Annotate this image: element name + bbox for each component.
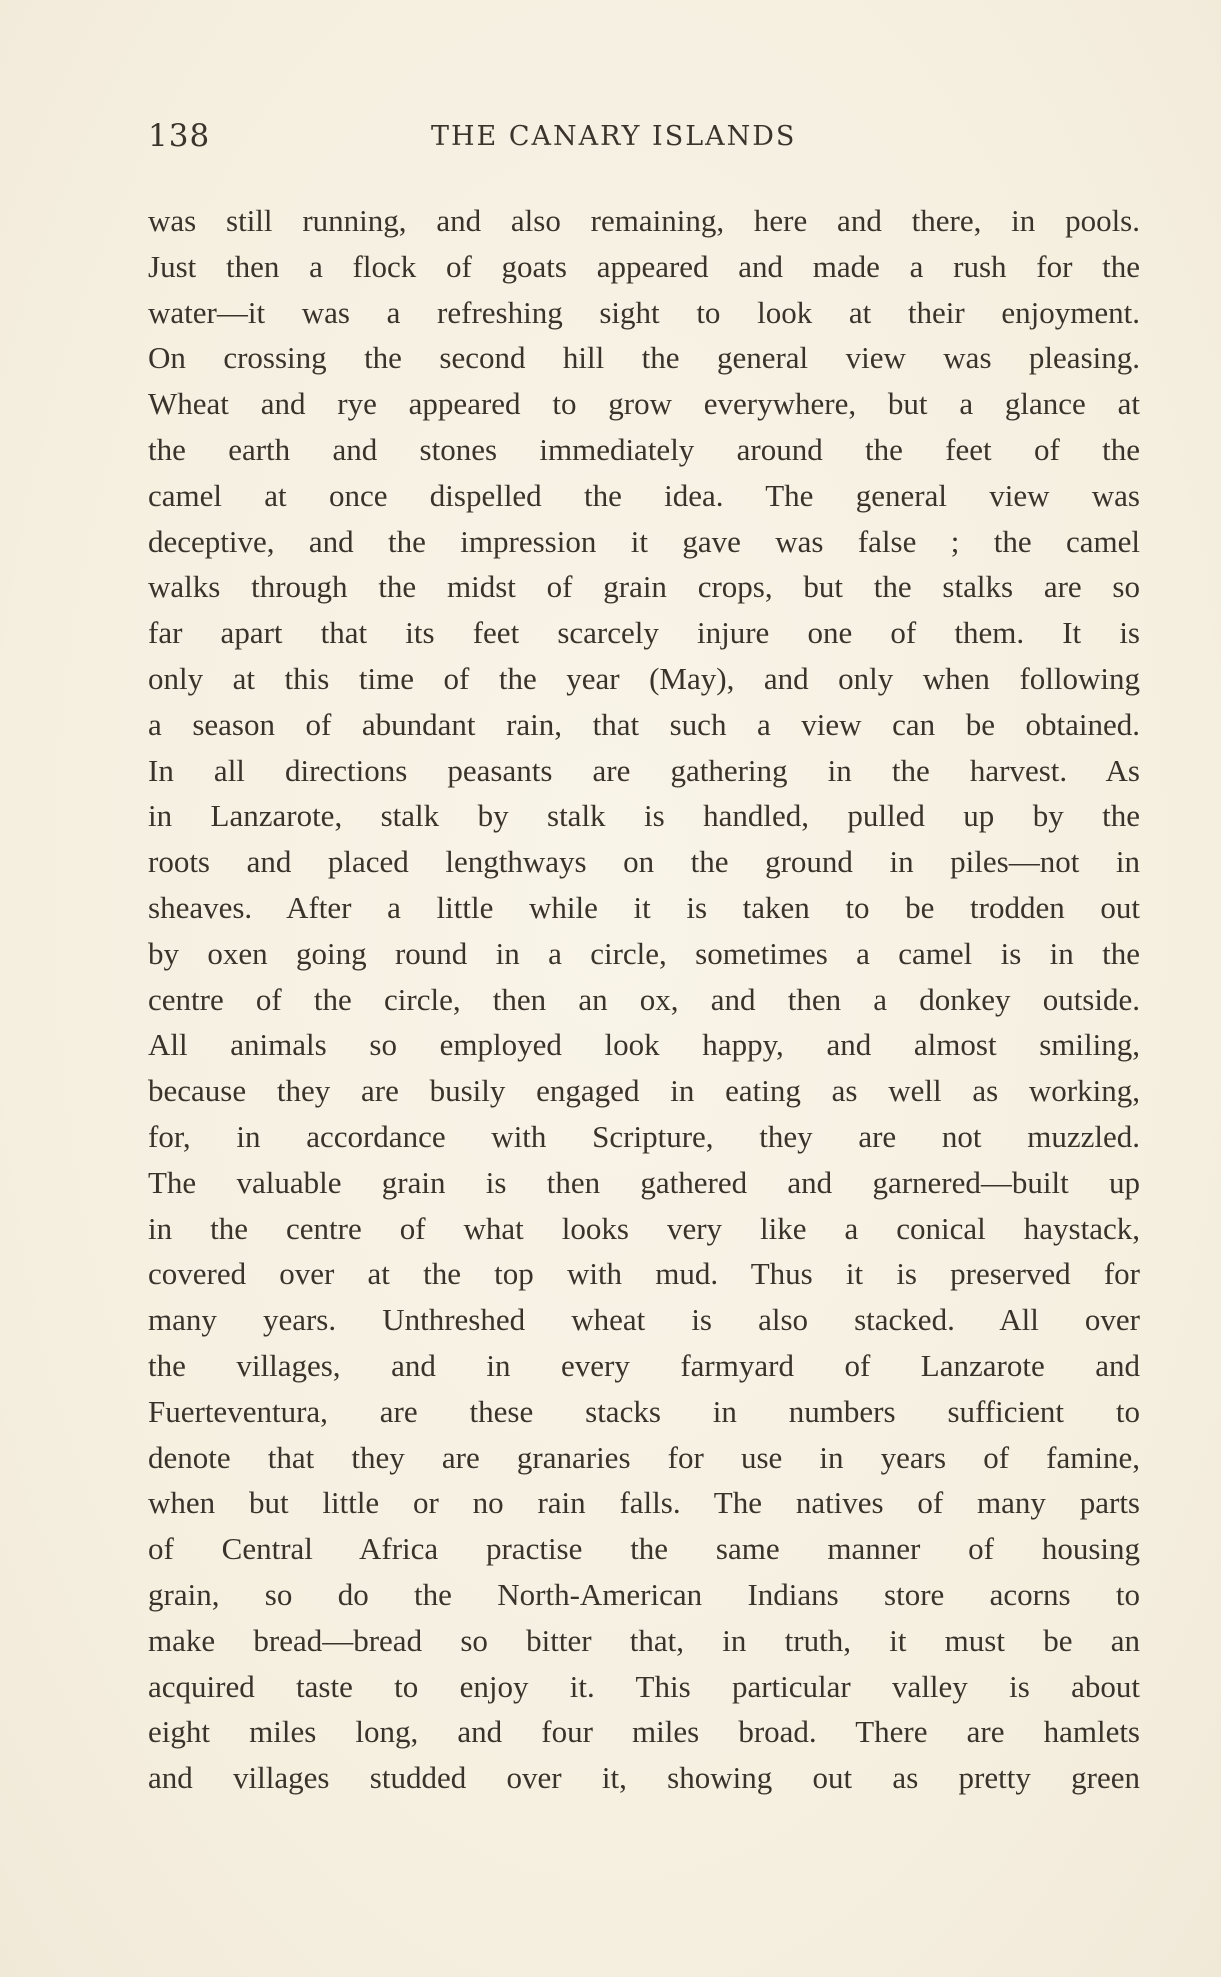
text-line: covered over at the top with mud. Thus it is preserved for [148, 1256, 1140, 1292]
text-line: Fuerteventura, are these stacks in numbers sufficient to [148, 1393, 1140, 1429]
page-header [148, 118, 1140, 158]
text-line: of Central Africa practise the same manner of housing [148, 1531, 1140, 1567]
text-line: make bread—bread so bitter that, in truth, it must be an [148, 1622, 1140, 1658]
text-line: sheaves. After a little while it is taken to be trodden out [148, 889, 1140, 925]
text-line: roots and placed lengthways on the ground in piles—not in [148, 844, 1140, 880]
text-line: the earth and stones immediately around the feet of the [148, 431, 1140, 467]
text-line: in Lanzarote, stalk by stalk is handled, pulled up by the [148, 798, 1140, 834]
text-line: when but little or no rain falls. The natives of many parts [148, 1485, 1140, 1521]
text-line: because they are busily engaged in eating as well as working, [148, 1073, 1140, 1109]
text-line: In all directions peasants are gathering in the harvest. As [148, 752, 1140, 788]
body-text [148, 198, 1140, 1801]
text-line: a season of abundant rain, that such a view can be obtained. [148, 706, 1140, 742]
text-line: camel at once dispelled the idea. The general view was [148, 477, 1140, 513]
text-line: the villages, and in every farmyard of Lanzarote and [148, 1347, 1140, 1383]
text-line: All animals so employed look happy, and almost smiling, [148, 1027, 1140, 1063]
text-line: acquired taste to enjoy it. This particular valley is about [148, 1668, 1140, 1704]
text-line: many years. Unthreshed wheat is also stacked. All over [148, 1302, 1140, 1338]
text-line: for, in accordance with Scripture, they are not muzzled. [148, 1118, 1140, 1154]
text-line: only at this time of the year (May), and only when following [148, 660, 1140, 696]
text-line: eight miles long, and four miles broad. There are hamlets [148, 1714, 1140, 1750]
running-head: THE CANARY ISLANDS [431, 121, 797, 152]
page-number: 138 [148, 118, 211, 154]
text-line: grain, so do the North-American Indians store acorns to [148, 1576, 1140, 1612]
text-line: walks through the midst of grain crops, but the stalks are so [148, 569, 1140, 605]
text-line: deceptive, and the impression it gave was false ; the camel [148, 523, 1140, 559]
text-line: in the centre of what looks very like a conical haystack, [148, 1210, 1140, 1246]
text-line: and villages studded over it, showing out as pretty green [148, 1760, 1140, 1796]
text-line: On crossing the second hill the general view was pleasing. [148, 340, 1140, 376]
text-line: water—it was a refreshing sight to look at their enjoyment. [148, 294, 1140, 330]
text-line: centre of the circle, then an ox, and then a donkey outside. [148, 981, 1140, 1017]
text-line: denote that they are granaries for use in years of famine, [148, 1439, 1140, 1475]
text-line: by oxen going round in a circle, sometimes a camel is in the [148, 935, 1140, 971]
text-line: was still running, and also remaining, here and there, in pools. [148, 203, 1140, 238]
text-line: far apart that its feet scarcely injure one of them. It is [148, 615, 1140, 651]
text-line: Wheat and rye appeared to grow everywhere, but a glance at [148, 386, 1140, 422]
text-line: Just then a flock of goats appeared and made a rush for the [148, 248, 1140, 284]
text-line: The valuable grain is then gathered and garnered—built up [148, 1164, 1140, 1200]
